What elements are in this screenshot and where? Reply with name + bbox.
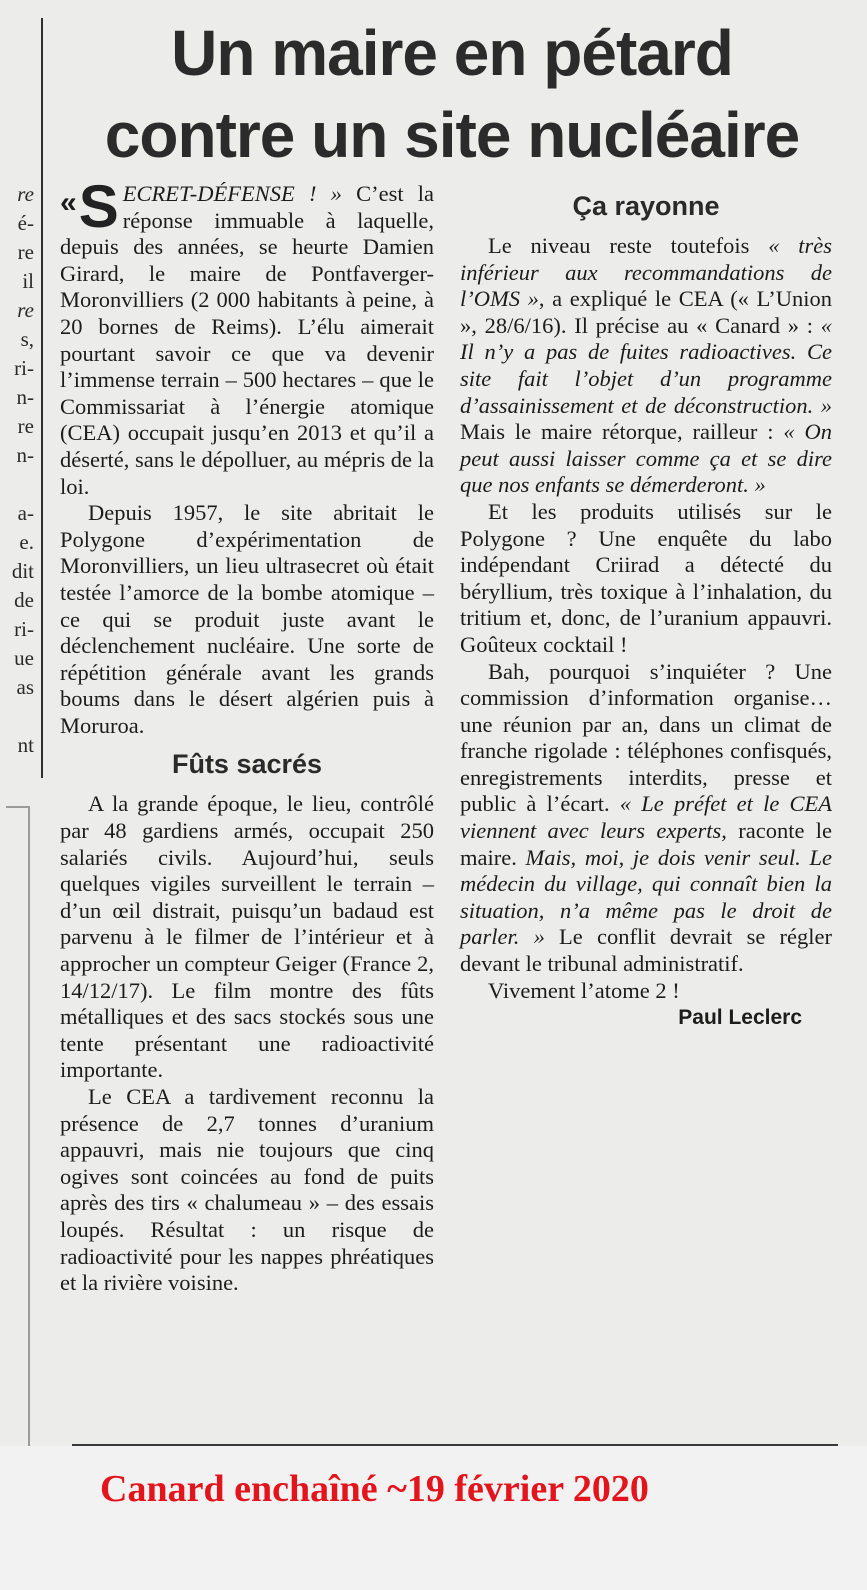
column-divider <box>41 18 43 778</box>
neighbor-fragment: de <box>14 588 34 612</box>
article-column-1 <box>60 173 434 1297</box>
article-headline <box>52 12 852 176</box>
neighbor-fragment: ri- <box>14 356 34 380</box>
paragraph-5 <box>460 233 832 499</box>
opening-quote: « <box>60 186 77 219</box>
author-byline: Paul Leclerc <box>678 1006 802 1030</box>
neighbor-fragment <box>0 702 34 731</box>
paragraph-7 <box>460 659 832 978</box>
source-caption: Canard enchaîné ~19 février 2020 <box>100 1468 649 1510</box>
neighbor-fragment: as <box>16 675 34 699</box>
neighbor-fragment: s, <box>20 327 34 351</box>
headline-line-2: contre un site nucléaire <box>104 99 800 171</box>
neighbor-fragment: nt <box>17 733 34 757</box>
paragraph-7-part-e: Le conflit devrait se régler devant le tribunal administratif. <box>460 924 832 977</box>
mayor-quote: « On peut aussi laisser comme ça et se dire que nos enfants se démerderont. » <box>460 419 832 498</box>
neighbor-column-fragment <box>0 180 34 760</box>
cea-quote: « Il n’y a pas de fuites radioactives. Ce site fait l’objet d’un programme d’assainissement et de déconstruction. » <box>460 312 832 418</box>
article-column-2 <box>460 181 832 1032</box>
paragraph-5-part-c: , a expliqué le CEA (« L’Union », 28/6/16). Il précise au « Canard » : <box>460 286 832 338</box>
paragraph-4 <box>60 1084 434 1297</box>
headline-line-1: Un maire en pétard <box>171 17 733 89</box>
paragraph-2: Depuis 1957, le site abritait le Polygone d’expérimentation de Moronvilliers, un lieu ultrasecret où était testée l’amorce de la bombe atomique – ce qui se produit juste avant le déclenchement nucléaire. Une sorte de répétition générale avant les grands boums dans le désert algérien puis à Moruroa. <box>60 500 434 738</box>
neighbor-fragment: n- <box>16 443 34 467</box>
neighbor-fragment: é- <box>17 211 34 235</box>
oms-quote: « très inférieur aux recommandations de l’OMS » <box>460 233 833 312</box>
neighbor-fragment: re <box>17 182 34 206</box>
neighbor-fragment: n- <box>16 385 34 409</box>
neighbor-fragment: re <box>17 298 34 322</box>
paragraph-5-part-e: Mais le maire rétorque, railleur : <box>460 419 774 445</box>
paragraph-1 <box>60 173 434 500</box>
paragraph-6: Et les produits utilisés sur le Polygone ? Une enquête du labo indépendant Criirad a détecté du béryllium, très toxique à l’inhalation, du tritium et, donc, de l’uranium appauvri. Goûteux cocktail ! <box>460 498 832 657</box>
secret-defense-phrase: ECRET-DÉFENSE ! » <box>122 181 342 206</box>
paragraph-1-text: C’est la réponse immuable à laquelle, depuis des années, se heurte Damien Girard, le maire de Pontfaverger-Moronvilliers (2 000 habitants à peine, à 20 bornes de Reims). L’élu aimerait pourtant savoir ce que va devenir l’immense terrain – 500 hectares – que le Commissariat à l’énergie atomique (CEA) occupait jusqu’en 2013 et qu’il a déserté, sans le dépolluer, au mépris de la loi. <box>60 181 434 499</box>
drop-cap: S <box>78 173 119 240</box>
paragraph-3: A la grande époque, le lieu, contrôlé par 48 gardiens armés, occupait 250 salariés civils. Aujourd’hui, seuls quelques vigiles surveillent le terrain – d’un œil distrait, puisqu’un badaud est parvenu à le filmer de l’intérieur et à approcher un compteur Geiger (France 2, 14/12/17). Le film montre des fûts métalliques et des sacs stockés sous une tente présentant une radioactivité importante. <box>60 791 434 1083</box>
neighbor-fragment: a- <box>17 501 34 525</box>
neighbor-fragment: ue <box>14 646 34 670</box>
mayor-quote-2: Mais, moi, je dois venir seul. Le médecin du village, qui connaît bien la situation, n’a même pas le droit de parler. » <box>460 844 832 950</box>
neighbor-fragment <box>0 470 34 499</box>
neighbor-fragment: re <box>17 414 34 438</box>
neighbor-fragment: dit <box>11 559 34 583</box>
subhead-futs-sacres: Fûts sacrés <box>171 749 323 780</box>
subhead-ca-rayonne: Ça rayonne <box>572 191 720 221</box>
neighbor-fragment: il <box>22 269 34 293</box>
paragraph-4-text: Le CEA a tardivement reconnu la présence de 2,7 tonnes d’uranium appauvri, mais nie toujours que cinq ogives sont coincées au fond de puits après des tirs « chalumeau » – des essais loupés. Résultat : un risque de radioactivité pour les nappes phréatiques et la rivière voisine. <box>60 1084 434 1296</box>
paragraph-7-part-c: raconte le maire. <box>460 818 832 870</box>
neighbor-fragment: ri- <box>14 617 34 641</box>
neighbor-box-border <box>6 806 30 1448</box>
paragraph-7-part-a: Bah, pourquoi s’inquiéter ? Une commission d’information organise… une réunion par an, dans un climat de franche rigolade : téléphones confisqués, enregistrements interdits, presse et public à l’écart. <box>460 658 832 817</box>
prefect-quote: « Le préfet et le CEA viennent avec leurs experts, <box>460 791 832 844</box>
neighbor-fragment: e. <box>19 530 34 554</box>
sign-off-line: Vivement l’atome 2 ! <box>488 977 680 1003</box>
neighbor-fragment: re <box>17 240 34 264</box>
paragraph-5-part-a: Le niveau reste toutefois <box>488 233 750 258</box>
